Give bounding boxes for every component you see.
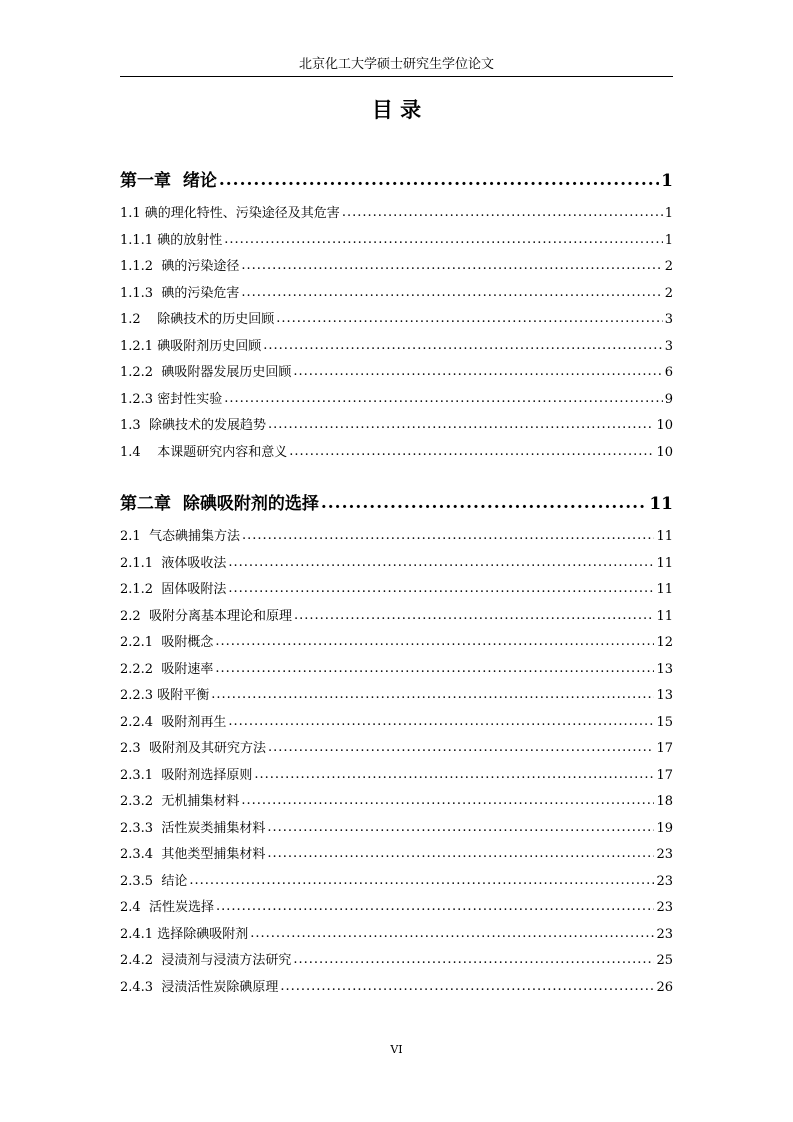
toc-entry-page: 1 bbox=[664, 206, 673, 221]
dot-leader bbox=[267, 841, 654, 868]
toc-entry-page: 18 bbox=[656, 794, 673, 809]
toc-section-entry[interactable] bbox=[120, 895, 673, 922]
toc-entry-label: 2.3.3 活性炭类捕集材料 bbox=[120, 820, 266, 836]
toc-section-entry[interactable] bbox=[120, 922, 673, 949]
dot-leader bbox=[321, 487, 647, 519]
toc-entry-page: 11 bbox=[656, 529, 673, 544]
toc-section-entry[interactable] bbox=[120, 816, 673, 843]
toc-section-entry[interactable] bbox=[120, 524, 673, 551]
toc-section-entry[interactable] bbox=[120, 710, 673, 737]
dot-leader bbox=[293, 947, 654, 974]
toc-section-entry[interactable] bbox=[120, 307, 673, 334]
toc-entry-label: 1.2.1 碘吸附剂历史回顾 bbox=[120, 338, 262, 354]
toc-section-entry[interactable] bbox=[120, 254, 673, 281]
toc-entry-page: 11 bbox=[656, 608, 673, 624]
toc-section-entry[interactable] bbox=[120, 948, 673, 975]
toc-entry-page: 13 bbox=[656, 688, 673, 703]
toc-entry-page: 25 bbox=[656, 953, 673, 968]
toc-section-entry[interactable] bbox=[120, 413, 673, 440]
toc-entry-label: 2.2 吸附分离基本理论和原理 bbox=[120, 608, 292, 624]
toc-entry-label: 1.3 除碘技术的发展趋势 bbox=[120, 418, 266, 433]
toc-section-entry[interactable] bbox=[120, 683, 673, 710]
page-number: VI bbox=[390, 1043, 403, 1056]
dot-leader bbox=[289, 439, 654, 466]
toc-entry-label: 第二章 除碘吸附剂的选择 bbox=[120, 494, 319, 514]
dot-leader bbox=[241, 788, 654, 815]
toc-entry-label: 2.2.2 吸附速率 bbox=[120, 661, 214, 677]
dot-leader bbox=[293, 359, 662, 386]
dot-leader bbox=[263, 333, 663, 360]
toc-entry-label: 2.1.1 液体吸收法 bbox=[120, 555, 227, 571]
toc-entry-page: 9 bbox=[664, 391, 673, 407]
toc-entry-label: 2.4 活性炭选择 bbox=[120, 900, 214, 915]
toc-section-entry[interactable] bbox=[120, 360, 673, 387]
toc-entry-label: 2.4.2 浸渍剂与浸渍方法研究 bbox=[120, 953, 292, 968]
toc-chapter-entry[interactable] bbox=[120, 488, 673, 520]
toc-section-entry[interactable] bbox=[120, 763, 673, 790]
toc-entry-label: 1.2 除碘技术的历史回顾 bbox=[120, 312, 275, 327]
toc-entry-page: 11 bbox=[656, 555, 673, 571]
toc-section-entry[interactable] bbox=[120, 228, 673, 255]
dot-leader bbox=[215, 656, 654, 683]
dot-leader bbox=[219, 164, 659, 196]
toc-section-entry[interactable] bbox=[120, 842, 673, 869]
toc-chapter-entry[interactable] bbox=[120, 165, 673, 197]
dot-leader bbox=[215, 629, 654, 656]
toc-title: 目 录 bbox=[371, 97, 422, 122]
toc-entry-page: 1 bbox=[661, 171, 673, 191]
dot-leader bbox=[216, 894, 655, 921]
toc-entry-page: 23 bbox=[656, 926, 673, 942]
toc-entry-label: 1.2.3 密封性实验 bbox=[120, 391, 223, 407]
toc-entry-page: 17 bbox=[656, 741, 673, 756]
dot-leader bbox=[241, 280, 662, 307]
toc-entry-label: 2.1.2 固体吸附法 bbox=[120, 582, 227, 597]
toc-entry-label: 2.2.4 吸附剂再生 bbox=[120, 714, 227, 730]
toc-entry-page: 3 bbox=[664, 312, 673, 327]
header-rule bbox=[120, 76, 673, 77]
toc-entry-label: 2.3.1 吸附剂选择原则 bbox=[120, 767, 253, 783]
toc-entry-page: 17 bbox=[656, 767, 673, 783]
toc-entry-label: 1.2.2 碘吸附器发展历史回顾 bbox=[120, 365, 292, 380]
toc-section-entry[interactable] bbox=[120, 440, 673, 467]
toc-entry-label: 2.4.1 选择除碘吸附剂 bbox=[120, 926, 249, 942]
toc-section-entry[interactable] bbox=[120, 604, 673, 631]
toc-entry-label: 2.3.5 结论 bbox=[120, 873, 188, 889]
toc-entry-page: 11 bbox=[656, 582, 673, 597]
toc-entry-page: 23 bbox=[656, 873, 673, 889]
toc-entry-page: 6 bbox=[664, 365, 673, 380]
toc-entry-label: 2.1 气态碘捕集方法 bbox=[120, 529, 240, 544]
toc-entry-page: 23 bbox=[656, 847, 673, 862]
toc-entry-label: 1.1.3 碘的污染危害 bbox=[120, 285, 240, 301]
toc-entry-page: 2 bbox=[664, 259, 673, 274]
toc-entry-label: 2.2.1 吸附概念 bbox=[120, 635, 214, 650]
toc-entry-page: 1 bbox=[664, 232, 673, 248]
toc-section-entry[interactable] bbox=[120, 387, 673, 414]
toc-section-entry[interactable] bbox=[120, 657, 673, 684]
toc-entry-page: 11 bbox=[649, 494, 673, 514]
dot-leader bbox=[211, 682, 654, 709]
toc-entry-label: 2.4.3 浸渍活性炭除碘原理 bbox=[120, 979, 279, 995]
dot-leader bbox=[280, 974, 654, 1001]
toc-section-entry[interactable] bbox=[120, 736, 673, 763]
dot-leader bbox=[250, 921, 654, 948]
dot-leader bbox=[228, 550, 654, 577]
toc-entry-label: 第一章 绪论 bbox=[120, 171, 217, 191]
dot-leader bbox=[254, 762, 654, 789]
table-of-contents bbox=[120, 165, 673, 1001]
toc-entry-page: 10 bbox=[656, 444, 673, 460]
dot-leader bbox=[242, 523, 655, 550]
toc-section-entry[interactable] bbox=[120, 281, 673, 308]
toc-section-entry[interactable] bbox=[120, 334, 673, 361]
toc-entry-page: 2 bbox=[664, 285, 673, 301]
toc-entry-page: 15 bbox=[656, 714, 673, 730]
toc-entry-page: 10 bbox=[656, 418, 673, 433]
toc-section-entry[interactable] bbox=[120, 201, 673, 228]
toc-entry-page: 23 bbox=[656, 900, 673, 915]
toc-section-entry[interactable] bbox=[120, 869, 673, 896]
toc-entry-label: 2.2.3 吸附平衡 bbox=[120, 688, 210, 703]
toc-entry-label: 1.1.2 碘的污染途径 bbox=[120, 259, 240, 274]
toc-section-entry[interactable] bbox=[120, 975, 673, 1002]
toc-entry-label: 1.4 本课题研究内容和意义 bbox=[120, 444, 288, 460]
toc-entry-page: 12 bbox=[656, 635, 673, 650]
toc-entry-label: 1.1.1 碘的放射性 bbox=[120, 232, 223, 248]
toc-entry-page: 3 bbox=[664, 338, 673, 354]
toc-section-entry[interactable] bbox=[120, 577, 673, 604]
dot-leader bbox=[267, 815, 654, 842]
toc-entry-page: 13 bbox=[656, 661, 673, 677]
toc-entry-page: 19 bbox=[656, 820, 673, 836]
dot-leader bbox=[241, 253, 662, 280]
toc-section-entry[interactable] bbox=[120, 789, 673, 816]
dot-leader bbox=[189, 868, 654, 895]
toc-entry-label: 2.3.4 其他类型捕集材料 bbox=[120, 847, 266, 862]
dot-leader bbox=[228, 709, 654, 736]
toc-entry-label: 1.1 碘的理化特性、污染途径及其危害 bbox=[120, 206, 340, 221]
running-header: 北京化工大学硕士研究生学位论文 bbox=[298, 57, 494, 72]
toc-section-entry[interactable] bbox=[120, 551, 673, 578]
dot-leader bbox=[224, 386, 663, 413]
toc-entry-label: 2.3.2 无机捕集材料 bbox=[120, 794, 240, 809]
dot-leader bbox=[342, 200, 663, 227]
dot-leader bbox=[228, 576, 654, 603]
dot-leader bbox=[268, 735, 655, 762]
toc-section-entry[interactable] bbox=[120, 630, 673, 657]
dot-leader bbox=[276, 306, 663, 333]
toc-entry-label: 2.3 吸附剂及其研究方法 bbox=[120, 741, 266, 756]
toc-entry-page: 26 bbox=[656, 979, 673, 995]
dot-leader bbox=[294, 603, 655, 630]
dot-leader bbox=[224, 227, 663, 254]
dot-leader bbox=[268, 412, 655, 439]
